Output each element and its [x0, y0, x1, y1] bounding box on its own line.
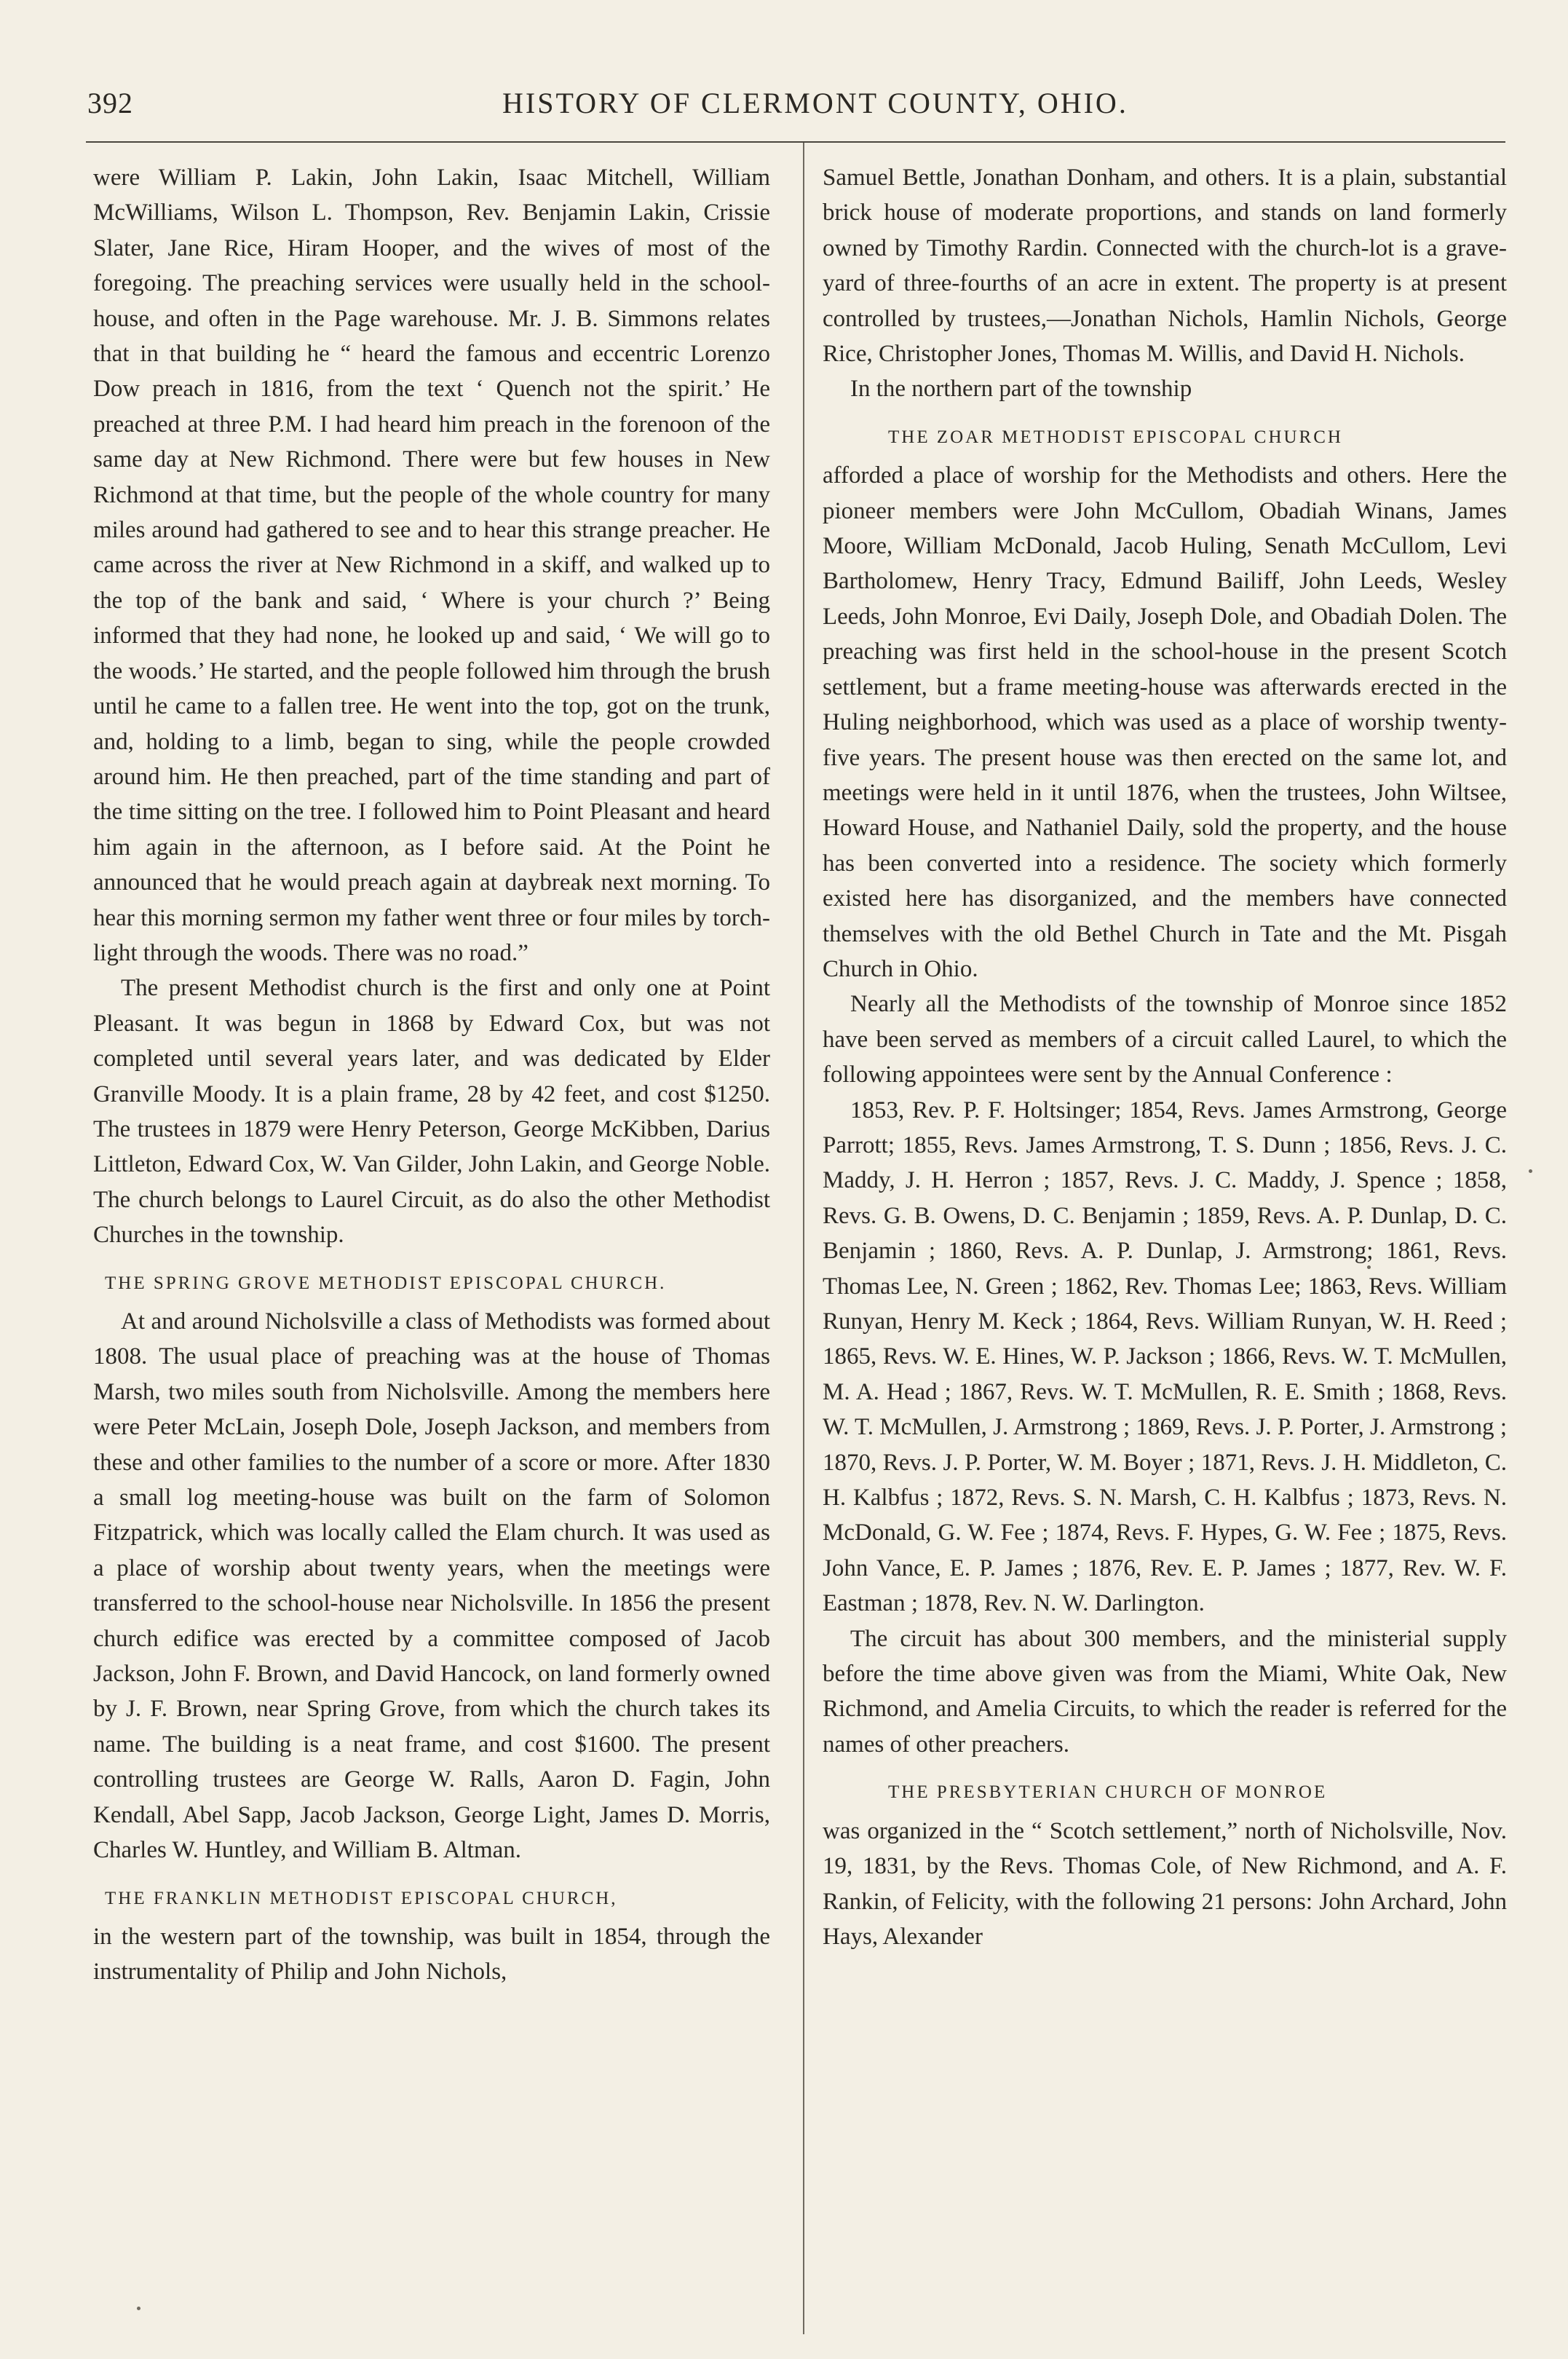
header-rule	[86, 141, 1505, 143]
running-head: HISTORY OF CLERMONT COUNTY, OHIO.	[502, 87, 1128, 119]
column-divider	[803, 143, 804, 2334]
margin-speck	[1529, 1169, 1532, 1173]
section-heading-zoar: THE ZOAR METHODIST EPISCOPAL CHURCH	[888, 427, 1343, 447]
margin-speck	[137, 2307, 140, 2310]
page-number: 392	[87, 87, 133, 119]
left-paragraph-2: The present Methodist church is the first and only one at Point Pleasant. It was begun in 1868 by Edward Cox, but was not completed until several years later, and was dedicated by Elder Granville Moody. It is a plain frame, 28 by 42 feet, and cost $1250. The trustees in 1879 were Henry Peterson, George McKibben, Darius Littleton, Edward Cox, W. Van Gilder, John Lakin, and George Noble. The church belongs to Laurel Circuit, as do also the other Methodist Churches in the township.	[93, 975, 770, 1249]
right-column	[823, 160, 1507, 1954]
left-paragraph-3: At and around Nicholsville a class of Methodists was formed about 1808. The usual place of preaching was at the house of Thomas Marsh, two miles south from Nicholsville. Among the members here were Peter McLain, Joseph Dole, Joseph Jackson, and members from these and other families to the number of a score or more. After 1830 a small log meeting-house was built on the farm of Solomon Fitzpatrick, which was locally called the Elam church. It was used as a place of worship about twenty years, when the meetings were transferred to the school-house near Nicholsville. In 1856 the present church edifice was erected by a committee composed of Jacob Jackson, John F. Brown, and David Hancock, on land formerly owned by J. F. Brown, near Spring Grove, from which the church takes its name. The building is a neat frame, and cost $1600. The present controlling trustees are George W. Ralls, Aaron D. Fagin, John Kendall, Abel Sapp, Jacob Jackson, George Light, James D. Morris, Charles W. Huntley, and William B. Altman.	[93, 1308, 770, 1864]
right-paragraph-3: afforded a place of worship for the Methodists and others. Here the pioneer members were John McCullom, Obadiah Winans, James Moore, William McDonald, Jacob Huling, Senath McCullom, Levi Bartholomew, Henry Tracy, Edmund Bailiff, John Leeds, Wesley Leeds, John Monroe, Evi Daily, Joseph Dole, and Obadiah Dolen. The preaching was first held in the school-house in the present Scotch settlement, but a frame meeting-house was afterwards erected in the Huling neighborhood, which was used as a place of worship twenty-five years. The present house was then erected on the same lot, and meetings were held in it until 1876, when the trustees, John Wiltsee, Howard House, and Nathaniel Daily, sold the property, and the house has been converted into a residence. The society which formerly existed here has disorganized, and the members have connected themselves with the old Bethel Church in Tate and the Mt. Pisgah Church in Ohio.	[823, 462, 1507, 982]
margin-speck	[1367, 1265, 1371, 1269]
right-paragraph-5: 1853, Rev. P. F. Holtsinger; 1854, Revs. James Armstrong, George Parrott; 1855, Revs. James Armstrong, T. S. Dunn ; 1856, Revs. J. C. Maddy, J. H. Herron ; 1857, Revs. J. C. Maddy, J. Spence ; 1858, Revs. G. B. Owens, D. C. Benjamin ; 1859, Revs. A. P. Dunlap, D. C. Benjamin ; 1860, Revs. A. P. Dunlap, J. Armstrong; 1861, Revs. Thomas Lee, N. Green ; 1862, Rev. Thomas Lee; 1863, Revs. William Runyan, Henry M. Keck ; 1864, Revs. William Runyan, W. H. Reed ; 1865, Revs. W. E. Hines, W. P. Jackson ; 1866, Revs. W. T. McMullen, M. A. Head ; 1867, Revs. W. T. McMullen, R. E. Smith ; 1868, Revs. W. T. McMullen, J. Armstrong ; 1869, Revs. J. P. Porter, J. Armstrong ; 1870, Revs. J. P. Porter, W. M. Boyer ; 1871, Revs. J. H. Middleton, C. H. Kalbfus ; 1872, Revs. S. N. Marsh, C. H. Kalbfus ; 1873, Revs. N. McDonald, G. W. Fee ; 1874, Revs. F. Hypes, G. W. Fee ; 1875, Revs. John Vance, E. P. James ; 1876, Rev. E. P. James ; 1877, Rev. W. F. Eastman ; 1878, Rev. N. W. Darlington.	[823, 1096, 1507, 1617]
right-paragraph-2: In the northern part of the township	[850, 376, 1192, 403]
left-column	[93, 160, 770, 1990]
right-paragraph-6: The circuit has about 300 members, and the ministerial supply before the time above given was from the Miami, White Oak, New Richmond, and Amelia Circuits, to which the reader is referred for the names of other preachers.	[823, 1625, 1507, 1758]
left-paragraph-1: were William P. Lakin, John Lakin, Isaac Mitchell, William McWilliams, Wilson L. Thompson, Rev. Benjamin Lakin, Crissie Slater, Jane Rice, Hiram Hooper, and the wives of most of the foregoing. The preaching services were usually held in the school-house, and often in the Page warehouse. Mr. J. B. Simmons relates that in that building he “ heard the famous and eccentric Lorenzo Dow preach in 1816, from the text ‘ Quench not the spirit.’ He preached at three P.M. I had heard him preach in the forenoon of the same day at New Richmond. There were but few houses in New Richmond at that time, but the people of the whole country for many miles around had gathered to see and to hear this strange preacher. He came across the river at New Richmond in a skiff, and walked up to the top of the bank and said, ‘ Where is your church ?’ Being informed that they had none, he looked up and said, ‘ We will go to the woods.’ He started, and the people followed him through the brush until he came to a fallen tree. He went into the top, got on the trunk, and, holding to a limb, began to sing, while the people crowded around him. He then preached, part of the time standing and part of the time sitting on the tree. I followed him to Point Pleasant and heard him again in the afternoon, as I before said. At the Point he announced that he would preach again at daybreak next morning. To hear this morning sermon my father went three or four miles by torch-light through the woods. There was no road.”	[93, 165, 770, 966]
right-paragraph-7: was organized in the “ Scotch settlement,” north of Nicholsville, Nov. 19, 1831, by the Revs. Thomas Cole, of New Richmond, and A. F. Rankin, of Felicity, with the following 21 persons: John Archard, John Hays, Alexander	[823, 1817, 1507, 1950]
right-paragraph-1: Samuel Bettle, Jonathan Donham, and others. It is a plain, substantial brick house of moderate proportions, and stands on land formerly owned by Timothy Rardin. Connected with the church-lot is a grave-yard of three-fourths of an acre in extent. The property is at present controlled by trustees,—Jonathan Nichols, Hamlin Nichols, George Rice, Christopher Jones, Thomas M. Willis, and David H. Nichols.	[823, 165, 1507, 368]
section-heading-franklin: THE FRANKLIN METHODIST EPISCOPAL CHURCH,	[105, 1888, 618, 1908]
section-heading-presbyterian: THE PRESBYTERIAN CHURCH OF MONROE	[888, 1782, 1328, 1803]
section-heading-spring-grove: THE SPRING GROVE METHODIST EPISCOPAL CHURCH.	[105, 1273, 667, 1293]
right-paragraph-4: Nearly all the Methodists of the township of Monroe since 1852 have been served as members of a circuit called Laurel, to which the following appointees were sent by the Annual Conference :	[823, 991, 1507, 1088]
left-paragraph-4: in the western part of the township, was built in 1854, through the instrumentality of Philip and John Nichols,	[93, 1923, 770, 1985]
